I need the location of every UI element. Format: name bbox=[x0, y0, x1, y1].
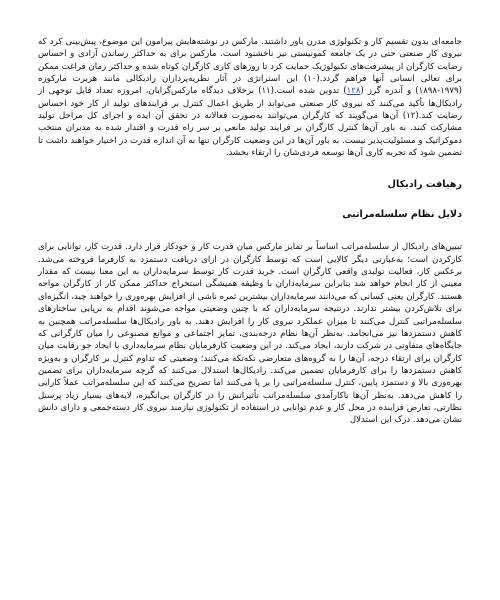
paragraph-marx-workers-control bbox=[38, 36, 462, 159]
section-heading: رهیافت رادیکال bbox=[387, 179, 462, 191]
paragraph-text: ) تدوین شده است.(۱۱) برخلاف دیدگاه مارکس‌گرایان، امروزه تعداد قابل توجهی از رادیکال‌ها تأکید می‌کنند که نیروی کار صنعتی می‌تواند از طریق اعمال کنترل بر فرایندهای تولید از کار خود احساس رضایت کند.(۱۲) آن‌ها می‌گویند که کارگران می‌توانند به‌صورت فعالانه در تحقق آن ایده و اجرای کل مراحل تولید مشارکت کنند. به باور آن‌ها کنترل کارگران بر فرایند تولید مانعی بر سر راه قدرت و اقتدار شده به مدیران منتخب دموکراتیک و مسئولیت‌پذیر نیست. به باور آن‌ها در این وضعیت کارگران تنها به آن اندازه قدرت در اختیار خواهند داشت تا تضمین شود که تجربه کاری آن‌ها توسعه فردی‌شان را ارتقاء بخشد. bbox=[38, 86, 462, 159]
paragraph-hierarchy-reasons: تبیین‌های رادیکال از سلسله‌مراتب اساساً بر تمایز مارکس میان قدرت کار و خودکار قرار دارد. قدرت کار، توانایی برای کارکردن است؛ به‌عبارتی دیگر کالایی است که توسط کارگران در ازای دریافت دستمزد به کارفرما فروخته می‌شد. برعکس کار، فعالیت تولیدی واقعی کارگران است. خرید قدرت کار توسط سرمایه‌داران به این معنا نیست که مقدار معینی از کار انجام خواهد شد بنابراین سرمایه‌داران با وظیفه همیشگی استخراج حداکثر ممکن کار از کارگران مواجه هستند. کارگران یعنی کسانی که می‌دانند سرمایه‌داران بیشترین ثمره ناشی از افزایش بهره‌وری را خواهند چید، انگیزه‌ای برای تلاش‌کردن بیشتر ندارند. درنتیجه سرمایه‌داران که با چنین وضعیتی مواجه می‌شوند اقدام به برپایی ساختارهای سلسله‌مراتبی کنترل می‌کنند تا میزان عملکرد نیروی کار را افزایش دهند. به باور رادیکال‌ها سلسله‌مراتب همچنین به کاهش دستمزدها نیز می‌انجامد. به‌نظر آن‌ها نظام درجه‌بندی، تمایز اجتماعی و موانع مصنوعی را میان کارگرانی که جایگاه‌های متفاوتی در شرکت دارند، ایجاد می‌کند. در این وضعیت کارفرمایان نظام سرمایه‌داری با ایجاد جو رقابت میان کارگران برای ارتقاء درجه، آن‌ها را به گروه‌های متعارضی تکه‌تکه می‌کنند؛ وضعیتی که تداوم کنترل بر کارگران و به‌ویژه کاهش دستمزدها را برای کارفرمایان تضمین می‌کند. رادیکال‌ها استدلال می‌کنند که گرچه سرمایه‌داران برای تضمین بهره‌وری بالا و دستمزد پایین، کنترل سلسله‌مراتبی را بر پا می‌کنند اما تصریح می‌کنند که این سلسله‌مراتب عملاً کارایی را کاهش می‌دهد. به‌نظر آن‌ها ناکارآمدی سلسله‌مراتب تأثیراتش را در کارگران بی‌انگیزه، لایه‌های بسیار زیاد پرسنل نظارتی، تعارض فزاینده در محل کار و عدم توانایی در استفاده از تکنولوژی نیازمند نیروی کار دسته‌جمعی و دارای دانش نشان می‌دهد. درک این استدلال bbox=[38, 242, 462, 426]
subsection-heading: دلایل نظام سلسله‌مراتبی bbox=[342, 209, 462, 221]
paragraph-text: جامعه‌ای بدون تقسیم کار و تکنولوژی مدرن باور داشتند. مارکس در نوشته‌هایش پیرامون این موضوع، پیش‌بینی کرد که نیروی کار صنعتی حتی در یک جامعه کمونیستی نیز ناخشنود است. مارکس برای به حداکثر رساندن آزادی و احساس رضایت کارگران از پیشرفت‌های تکنولوژیک حمایت کرد تا روزهای کاری کارگران کوتاه شده و حداکثر زمان فراغت ممکن برای تعالی انسانی آنها فراهم گردد.(۱۰) این استراتژی در آثار نظریه‌پردازان رادیکالی مانند هربرت مارکوزه (۱۹۷۹-۱۸۹۸) و آندره گرز ( bbox=[37, 37, 462, 97]
reference-link[interactable]: ۱۲۸ bbox=[346, 86, 361, 97]
